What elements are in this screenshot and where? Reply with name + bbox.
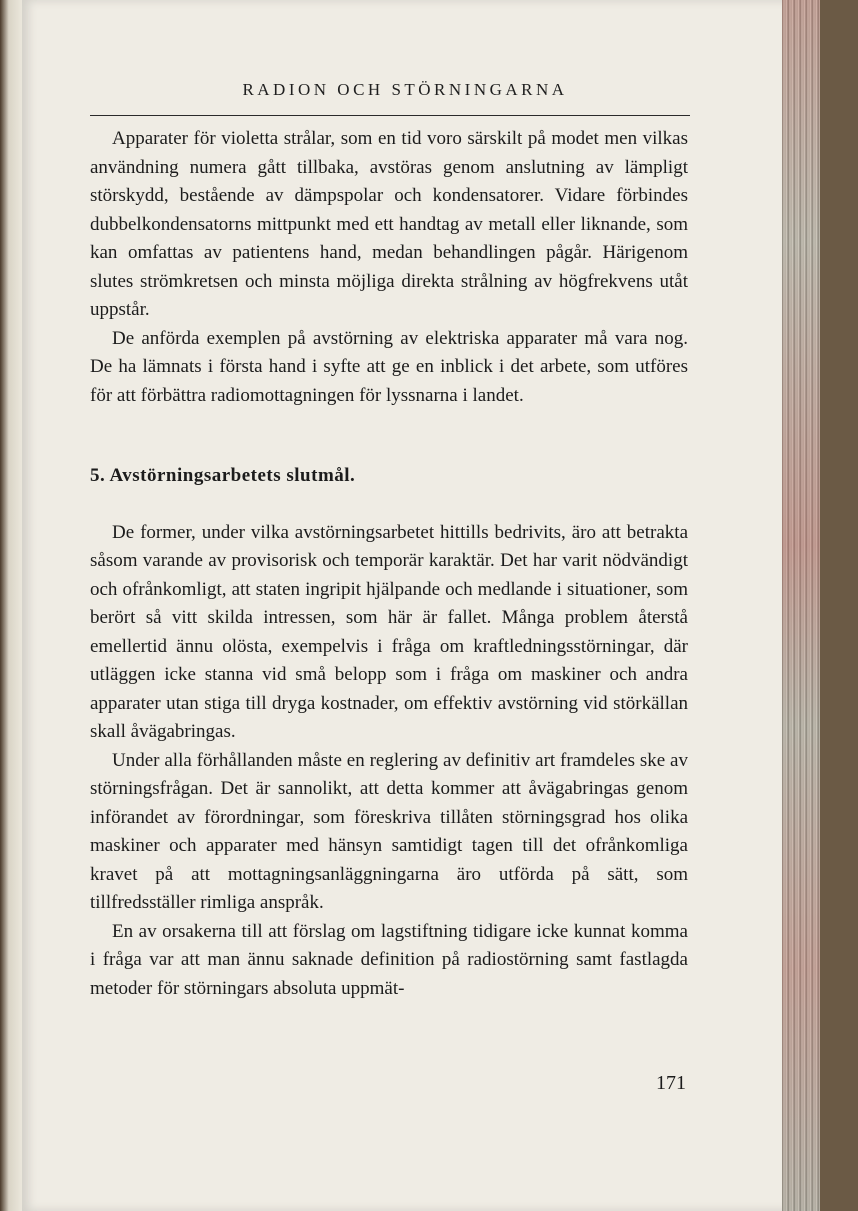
paragraph: Under alla förhållanden måste en reglering av definitiv art framdeles ske av störningsfrågan. Det är sannolikt, att detta kommer att åvägabringas genom införandet av förordningar, som föreskriva tillåten störningsgrad hos olika maskiner och apparater med hänsyn samtidigt tagen till det ofrånkomliga kravet på att mottagningsanläggningarna äro utförda på sätt, som tillfredsställer rimliga anspråk. <box>90 749 688 913</box>
page-block-edge <box>782 0 820 1211</box>
paragraph: Apparater för violetta strålar, som en tid voro särskilt på modet men vilkas användning numera gått tillbaka, avstöras genom anslutning av lämpligt störskydd, bestående av dämpspolar och kondensatorer. Vidare förbindes dubbelkondensatorns mittpunkt med ett handtag av metall eller liknande, som kan omfattas av patientens hand, medan behandlingen pågår. Härigenom slutes strömkretsen och minsta möjliga direkta strålning av högfrekvens utåt uppstår. <box>90 128 688 320</box>
header-rule <box>90 115 690 116</box>
section-heading: 5. Avstörningsarbetets slutmål. <box>90 465 356 486</box>
paragraph: En av orsakerna till att förslag om lagstiftning tidigare icke kunnat komma i fråga var att man ännu saknade definition på radiostörning samt fastlagda metoder för störningars absoluta uppmät- <box>90 920 688 999</box>
body-text <box>90 125 688 1003</box>
paragraph: De anförda exemplen på avstörning av elektriska apparater må vara nog. De ha lämnats i första hand i syfte att ge en inblick i det arbete, som utföres för att förbättra radiomottagningen för lyssnarna i landet. <box>90 327 688 406</box>
page-number: 171 <box>656 1072 686 1094</box>
paragraph: De former, under vilka avstörningsarbetet hittills bedrivits, äro att betrakta såsom varande av provisorisk och temporär karaktär. Det har varit nödvändigt och ofrånkomligt, att staten ingripit hjälpande och medlande i situationer, som berört så vitt skilda intressen, som här är fallet. Många problem återstå emellertid ännu olösta, exempelvis i fråga om kraftledningsstörningar, där utläggen icke stanna vid små belopp som i fråga om maskiner och andra apparater utan stiga till dryga kostnader, om effektiv avstörning vid störkällan skall åvägabringas. <box>90 521 688 742</box>
left-page-edge <box>0 0 22 1211</box>
running-header: RADION OCH STÖRNINGARNA <box>242 80 568 99</box>
